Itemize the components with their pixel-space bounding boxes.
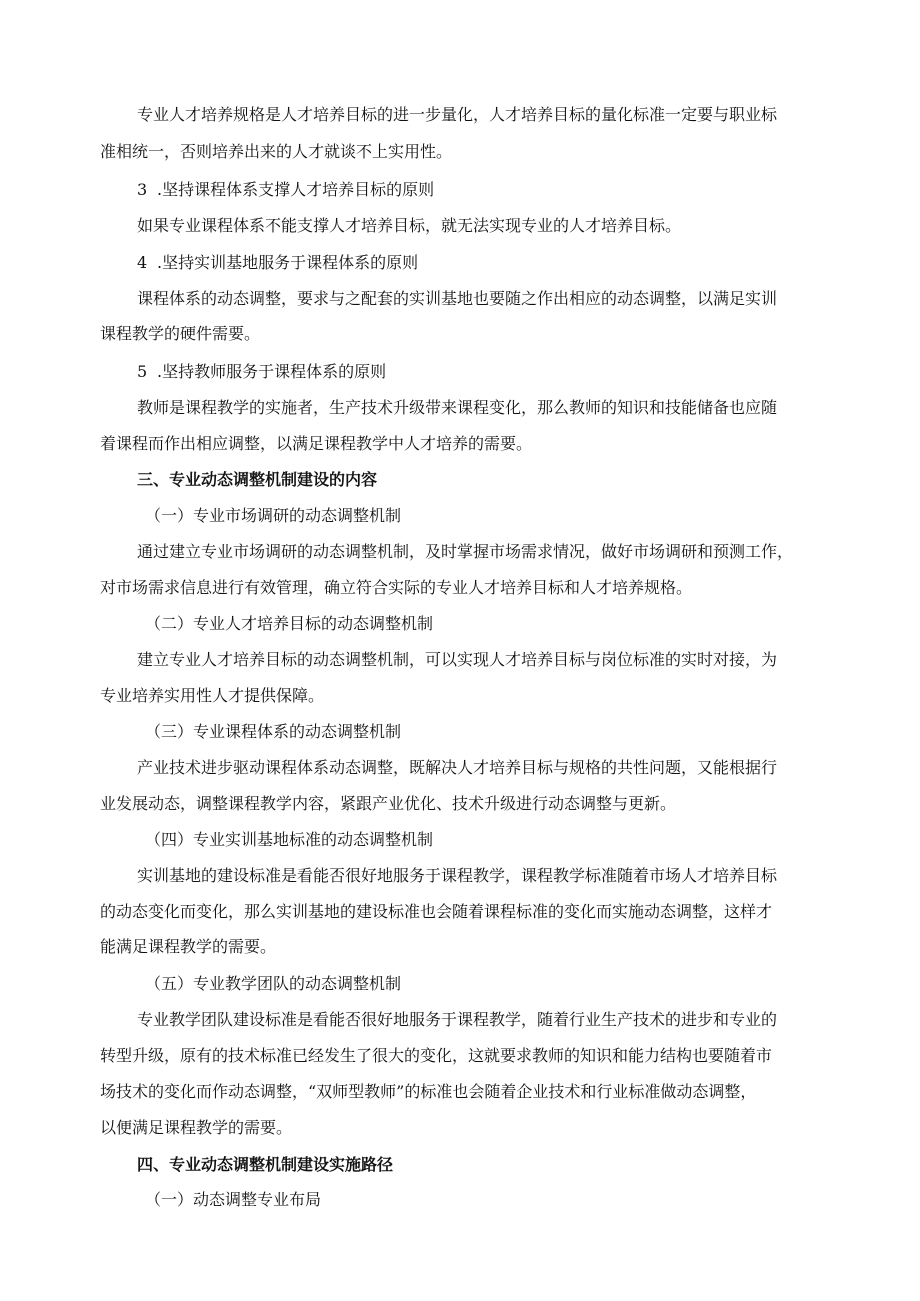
list-number: 4 <box>137 253 148 272</box>
list-item-text: .坚持课程体系支撑人才培养目标的原则 <box>157 180 435 199</box>
list-item-text: .坚持实训基地服务于课程体系的原则 <box>157 253 419 272</box>
list-number: 3 <box>137 180 148 199</box>
list-item-text: .坚持教师服务于课程体系的原则 <box>157 362 387 381</box>
document-page: 专业人才培养规格是人才培养目标的进一步量化，人才培养目标的量化标准一定要与职业标 准相统一，否则培养出来的人才就谈不上实用性。 3 .坚持课程体系支撑人才培养目标的原则 如果专业课程体系不能支撑人才培养目标，就无法实现专业的人才培养目标。 4 .坚持实训基地服务于课程体系的原则 课程体系的动态调整，要求与之配套的实训基地也要随之作出相应的动态调整，以满足实训 课程教学的硬件需要。 5 .坚持教师服务于课程体系的原则 教师是课程教学的实施者，生产技术升级带来课程变化，那么教师的知识和技能储备也应随 着课程而作出相应调整，以满足课程教学中人才培养的需要。 三、专业动态调整机制建设的内容 （一）专业市场调研的动态调整机制 通过建立专业市场调研的动态调整机制，及时掌握市场需求情况，做好市场调研和预测工作， 对市场需求信息进行有效管理，确立符合实际的专业人才培养目标和人才培养规格。 （二）专业人才培养目标的动态调整机制 建立专业人才培养目标的动态调整机制，可以实现人才培养目标与岗位标准的实时对接，为 专业培养实用性人才提供保障。 （三）专业课程体系的动态调整机制 产业技术进步驱动课程体系动态调整，既解决人才培养目标与规格的共性问题，又能根据行 业发展动态，调整课程教学内容，紧跟产业优化、技术升级进行动态调整与更新。 （四）专业实训基地标准的动态调整机制 实训基地的建设标准是看能否很好地服务于课程教学，课程教学标准随着市场人才培养目标 的动态变化而变化，那么实训基地的建设标准也会随着课程标准的变化而实施动态调整，这样才 能满足课程教学的需要。 （五）专业教学团队的动态调整机制 专业教学团队建设标准是看能否很好地服务于课程教学，随着行业生产技术的进步和专业的 转型升级，原有的技术标准已经发生了很大的变化，这就要求教师的知识和能力结构也要随着市 场技术的变化而作动态调整，“双师型教师”的标准也会随着企业技术和行业标准做动态调整， 以便满足课程教学的需要。 四、专业动态调整机制建设实施路径 （一）动态调整专业布局 <box>100 105 794 1209</box>
list-number: 5 <box>137 362 148 381</box>
